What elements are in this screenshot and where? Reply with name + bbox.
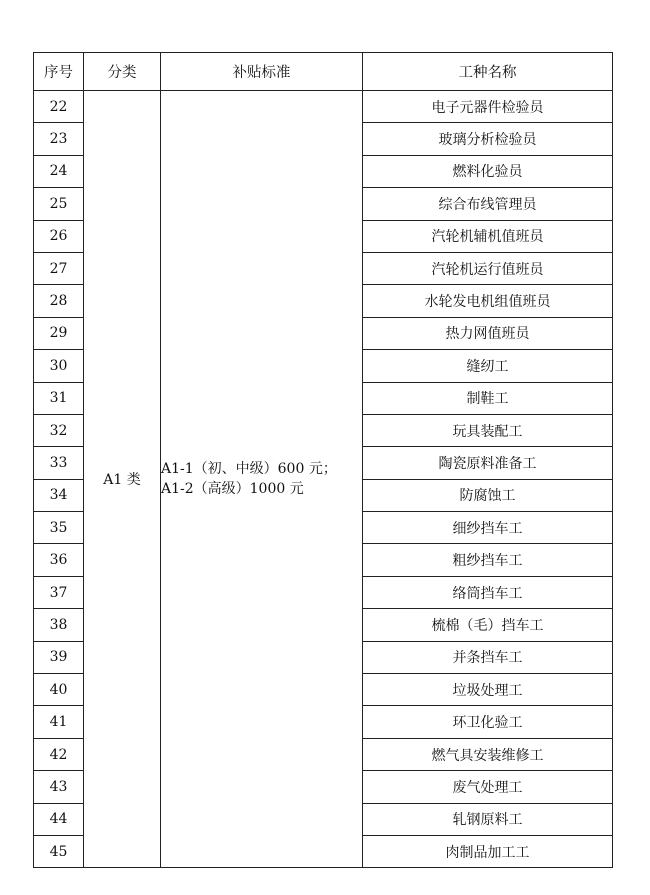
row-seq-number: 39 <box>34 641 84 673</box>
row-job-name: 燃料化验员 <box>363 155 613 187</box>
row-job-name: 玻璃分析检验员 <box>363 123 613 155</box>
row-job-name: 细纱挡车工 <box>363 512 613 544</box>
row-seq-number: 42 <box>34 738 84 770</box>
subsidy-standard-cell <box>161 91 363 868</box>
row-job-name: 燃气具安装维修工 <box>363 738 613 770</box>
table-header-row <box>34 53 613 91</box>
row-job-name: 废气处理工 <box>363 771 613 803</box>
row-seq-number: 34 <box>34 479 84 511</box>
row-seq-number: 27 <box>34 252 84 284</box>
row-job-name: 陶瓷原料准备工 <box>363 447 613 479</box>
standard-line-primary: A1-1（初、中级）600 元； <box>161 461 337 478</box>
row-job-name: 轧钢原料工 <box>363 803 613 835</box>
row-seq-number: 41 <box>34 706 84 738</box>
row-job-name: 防腐蚀工 <box>363 479 613 511</box>
row-seq-number: 26 <box>34 220 84 252</box>
row-seq-number: 37 <box>34 576 84 608</box>
row-job-name: 肉制品加工工 <box>363 835 613 867</box>
row-seq-number: 32 <box>34 414 84 446</box>
row-seq-number: 29 <box>34 317 84 349</box>
header-seq: 序号 <box>34 53 84 91</box>
row-job-name: 粗纱挡车工 <box>363 544 613 576</box>
row-job-name: 环卫化验工 <box>363 706 613 738</box>
row-job-name: 综合布线管理员 <box>363 188 613 220</box>
row-seq-number: 35 <box>34 512 84 544</box>
standard-line-advanced: A1-2（高级）1000 元 <box>161 481 304 498</box>
table-body <box>34 91 613 868</box>
row-seq-number: 44 <box>34 803 84 835</box>
row-job-name: 制鞋工 <box>363 382 613 414</box>
row-seq-number: 36 <box>34 544 84 576</box>
row-job-name: 汽轮机运行值班员 <box>363 252 613 284</box>
row-job-name: 玩具装配工 <box>363 414 613 446</box>
header-category: 分类 <box>84 53 161 91</box>
row-seq-number: 28 <box>34 285 84 317</box>
row-job-name: 热力网值班员 <box>363 317 613 349</box>
row-seq-number: 25 <box>34 188 84 220</box>
table-row <box>34 91 613 123</box>
header-standard: 补贴标准 <box>161 53 363 91</box>
row-seq-number: 22 <box>34 91 84 123</box>
row-job-name: 并条挡车工 <box>363 641 613 673</box>
header-job-name: 工种名称 <box>363 53 613 91</box>
row-job-name: 电子元器件检验员 <box>363 91 613 123</box>
subsidy-table <box>33 52 613 868</box>
row-seq-number: 40 <box>34 674 84 706</box>
row-job-name: 垃圾处理工 <box>363 674 613 706</box>
row-job-name: 水轮发电机组值班员 <box>363 285 613 317</box>
row-job-name: 梳棉（毛）挡车工 <box>363 609 613 641</box>
row-seq-number: 43 <box>34 771 84 803</box>
row-seq-number: 45 <box>34 835 84 867</box>
row-job-name: 缝纫工 <box>363 350 613 382</box>
row-seq-number: 38 <box>34 609 84 641</box>
row-job-name: 络筒挡车工 <box>363 576 613 608</box>
row-seq-number: 24 <box>34 155 84 187</box>
row-seq-number: 23 <box>34 123 84 155</box>
row-seq-number: 31 <box>34 382 84 414</box>
row-job-name: 汽轮机辅机值班员 <box>363 220 613 252</box>
row-seq-number: 30 <box>34 350 84 382</box>
row-seq-number: 33 <box>34 447 84 479</box>
category-cell: A1 类 <box>84 91 161 868</box>
